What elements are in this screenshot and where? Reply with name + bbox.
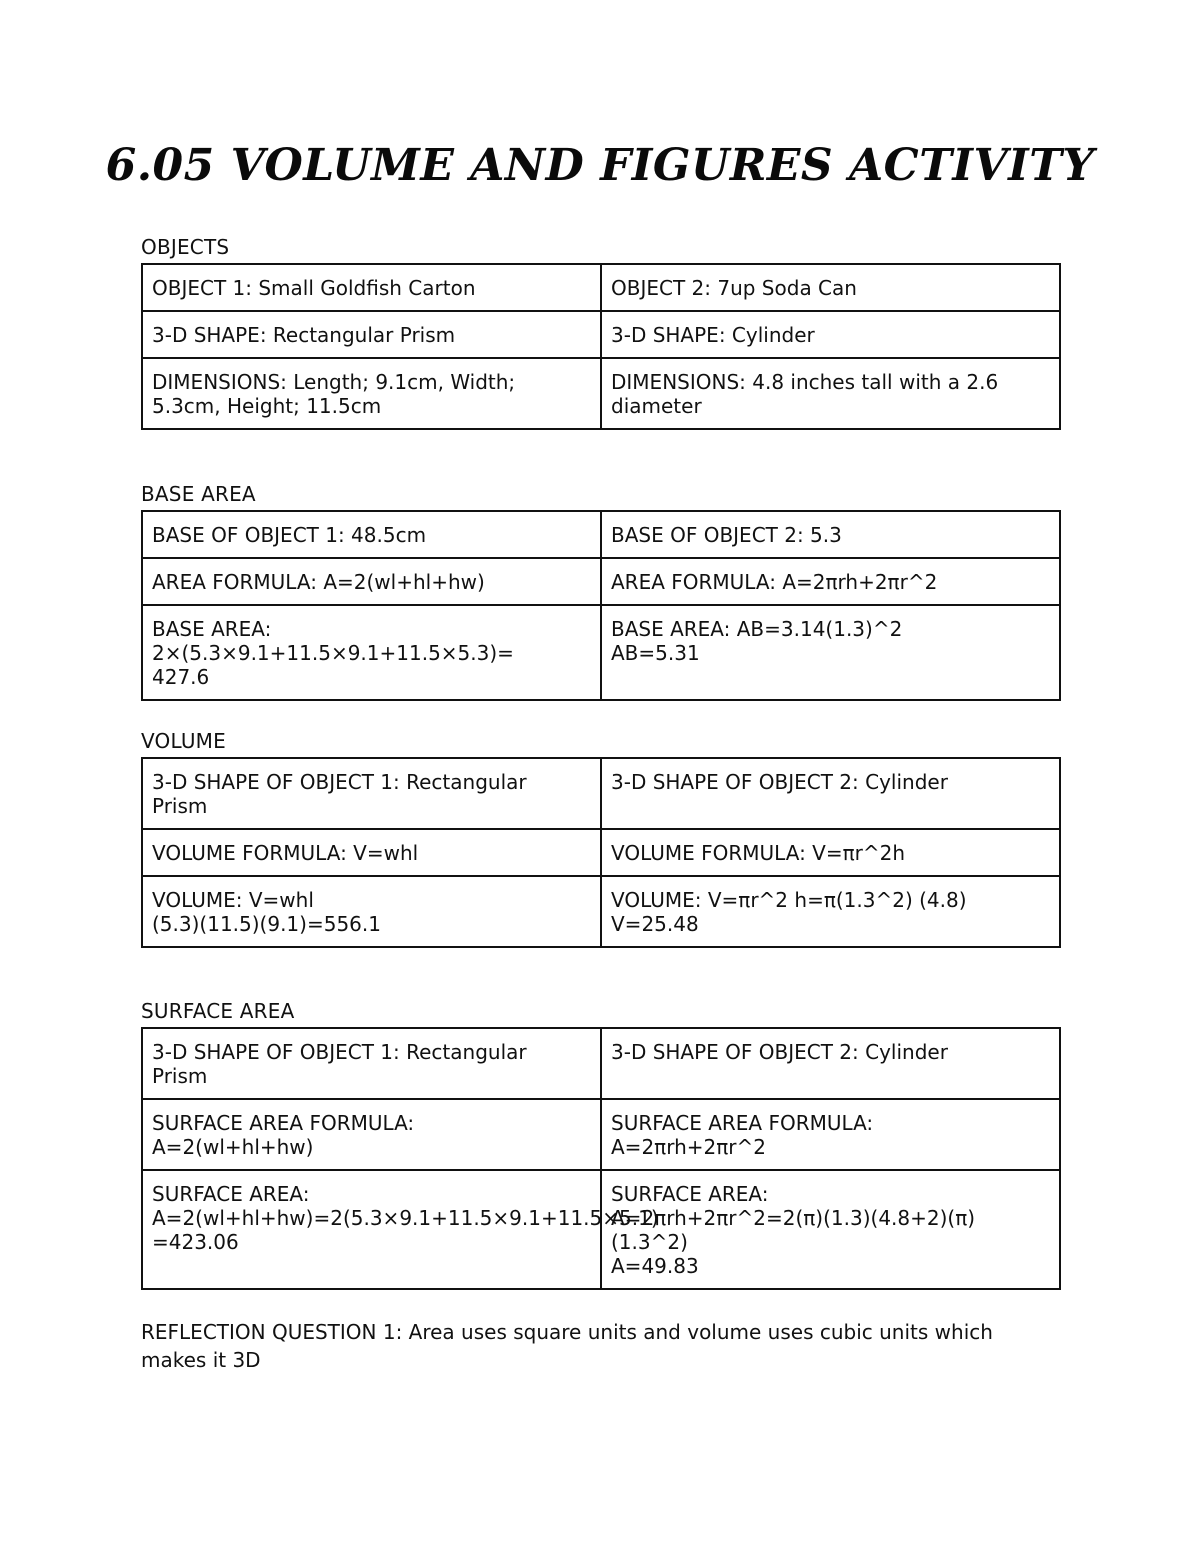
table-cell: DIMENSIONS: Length; 9.1cm, Width; 5.3cm, Height; 11.5cm <box>142 358 601 429</box>
table-cell: SURFACE AREA: A=2(wl+hl+hw)=2(5.3×9.1+11.5×9.1+11.5×5.1) =423.06 <box>142 1170 601 1289</box>
table-cell: 3-D SHAPE OF OBJECT 1: Rectangular Prism <box>142 758 601 829</box>
table-row <box>142 605 1060 700</box>
volume-table <box>141 757 1061 948</box>
table-row <box>142 311 1060 358</box>
table-row <box>142 758 1060 829</box>
table-row <box>142 1028 1060 1099</box>
table-row <box>142 829 1060 876</box>
table-cell: 3-D SHAPE: Rectangular Prism <box>142 311 601 358</box>
section-label-surface-area: SURFACE AREA <box>141 999 295 1023</box>
table-row <box>142 558 1060 605</box>
document-title: 6.05 VOLUME AND FIGURES ACTIVITY <box>105 140 1095 191</box>
table-cell: AREA FORMULA: A=2πrh+2πr^2 <box>601 558 1060 605</box>
table-cell: BASE AREA: 2×(5.3×9.1+11.5×9.1+11.5×5.3)= 427.6 <box>142 605 601 700</box>
table-cell: OBJECT 2: 7up Soda Can <box>601 264 1060 311</box>
table-cell: VOLUME FORMULA: V=whl <box>142 829 601 876</box>
table-cell: BASE OF OBJECT 2: 5.3 <box>601 511 1060 558</box>
table-cell: 3-D SHAPE OF OBJECT 2: Cylinder <box>601 758 1060 829</box>
table-cell: OBJECT 1: Small Goldfish Carton <box>142 264 601 311</box>
table-cell: SURFACE AREA: A=2πrh+2πr^2=2(π)(1.3)(4.8+2)(π)(1.3^2) A=49.83 <box>601 1170 1060 1289</box>
table-cell: SURFACE AREA FORMULA: A=2(wl+hl+hw) <box>142 1099 601 1170</box>
table-cell: 3-D SHAPE OF OBJECT 1: Rectangular Prism <box>142 1028 601 1099</box>
base-area-table <box>141 510 1061 701</box>
table-cell: DIMENSIONS: 4.8 inches tall with a 2.6 diameter <box>601 358 1060 429</box>
section-label-volume: VOLUME <box>141 729 226 753</box>
table-cell: BASE OF OBJECT 1: 48.5cm <box>142 511 601 558</box>
section-label-objects: OBJECTS <box>141 235 230 259</box>
table-row <box>142 1099 1060 1170</box>
table-row <box>142 358 1060 429</box>
surface-area-table <box>141 1027 1061 1290</box>
table-cell: VOLUME: V=whl (5.3)(11.5)(9.1)=556.1 <box>142 876 601 947</box>
table-cell: 3-D SHAPE OF OBJECT 2: Cylinder <box>601 1028 1060 1099</box>
table-cell: VOLUME: V=πr^2 h=π(1.3^2) (4.8) V=25.48 <box>601 876 1060 947</box>
reflection-question: REFLECTION QUESTION 1: Area uses square units and volume uses cubic units which makes it 3D <box>141 1320 993 1372</box>
section-label-base-area: BASE AREA <box>141 482 256 506</box>
table-cell: AREA FORMULA: A=2(wl+hl+hw) <box>142 558 601 605</box>
table-cell: 3-D SHAPE: Cylinder <box>601 311 1060 358</box>
objects-table <box>141 263 1061 430</box>
table-cell: VOLUME FORMULA: V=πr^2h <box>601 829 1060 876</box>
table-row <box>142 264 1060 311</box>
table-cell: BASE AREA: AB=3.14(1.3)^2 AB=5.31 <box>601 605 1060 700</box>
table-row <box>142 876 1060 947</box>
table-cell: SURFACE AREA FORMULA: A=2πrh+2πr^2 <box>601 1099 1060 1170</box>
table-row <box>142 1170 1060 1289</box>
table-row <box>142 511 1060 558</box>
